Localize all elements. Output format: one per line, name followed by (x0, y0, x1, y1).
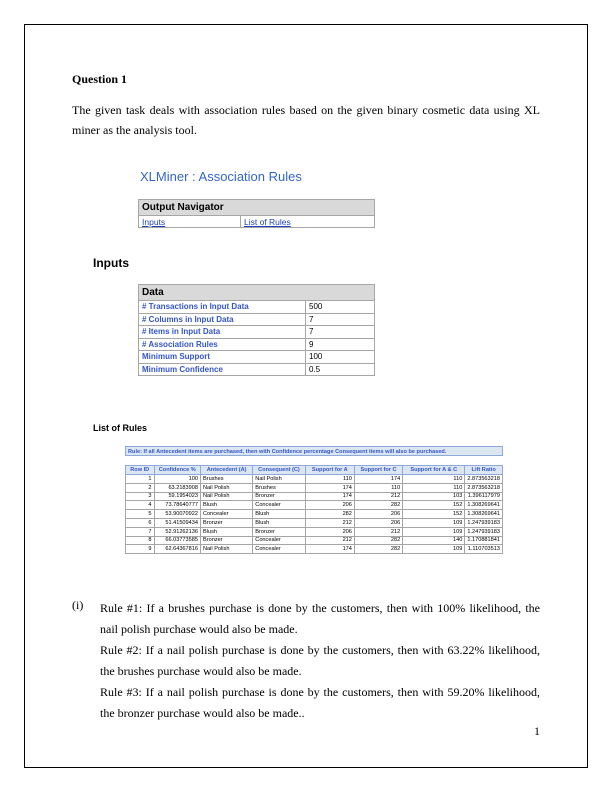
table-row (126, 483, 503, 492)
table-row (126, 510, 503, 519)
output-navigator-header: Output Navigator (139, 200, 375, 216)
table-cell: Concealer (253, 501, 305, 510)
table-cell: 7 (126, 527, 155, 536)
table-cell: 62.64367816 (154, 545, 201, 554)
table-cell: Bronzer (253, 527, 305, 536)
table-cell: 174 (305, 483, 354, 492)
table-row (126, 475, 503, 484)
table-cell: 100 (154, 475, 201, 484)
table-row (139, 363, 375, 376)
xlminer-title: XLMiner : Association Rules (140, 169, 302, 184)
table-cell: 4 (126, 501, 155, 510)
table-cell: 2.873563218 (465, 475, 503, 484)
data-label: # Columns in Input Data (139, 313, 306, 326)
table-cell: 282 (305, 510, 354, 519)
column-header: Row ID (126, 466, 155, 475)
table-row (126, 492, 503, 501)
rules-header-row (126, 466, 503, 475)
table-cell: Bronzer (201, 536, 253, 545)
question-heading: Question 1 (72, 72, 128, 86)
table-cell: 51.41509434 (154, 518, 201, 527)
table-cell: Nail Polish (253, 475, 305, 484)
rule-3-text: Rule #3: If a nail polish purchase is done by the customers, then with 59.20% likelihood, the bronzer purchase would also be made.. (100, 685, 540, 720)
table-cell: 1.247939183 (465, 518, 503, 527)
table-cell: 282 (354, 536, 402, 545)
data-label: # Transactions in Input Data (139, 301, 306, 314)
table-row (139, 326, 375, 339)
table-cell: 206 (354, 510, 402, 519)
table-row (139, 313, 375, 326)
table-cell: 3 (126, 492, 155, 501)
output-navigator (138, 199, 375, 228)
inputs-data-table (138, 284, 375, 376)
rules-body (126, 475, 503, 554)
table-cell: 110 (403, 475, 465, 484)
table-cell: 2 (126, 483, 155, 492)
table-row (139, 338, 375, 351)
rules-table (125, 465, 503, 554)
table-cell: 1 (126, 475, 155, 484)
table-cell: 63.2183908 (154, 483, 201, 492)
page-number: 1 (534, 724, 540, 738)
table-cell: 1.170881841 (465, 536, 503, 545)
column-header: Consequent (C) (253, 466, 305, 475)
table-row (126, 518, 503, 527)
inputs-link[interactable]: Inputs (142, 216, 166, 227)
table-cell: 110 (305, 475, 354, 484)
table-cell: Blush (201, 527, 253, 536)
table-cell: 103 (403, 492, 465, 501)
data-label: Minimum Confidence (139, 363, 306, 376)
data-value: 7 (306, 326, 375, 339)
table-cell: 110 (403, 483, 465, 492)
table-cell: Blush (253, 510, 305, 519)
table-cell: 9 (126, 545, 155, 554)
list-marker: (i) (72, 598, 84, 612)
table-cell: 174 (305, 545, 354, 554)
table-cell: 59.1954023 (154, 492, 201, 501)
data-value: 7 (306, 313, 375, 326)
table-cell: Nail Polish (201, 545, 253, 554)
table-cell: 52.91262136 (154, 527, 201, 536)
table-cell: 2.873563218 (465, 483, 503, 492)
table-row (126, 545, 503, 554)
intro-paragraph: The given task deals with association rules based on the given binary cosmetic data using XL miner as the analysis tool. (72, 103, 540, 137)
table-cell: 73.78640777 (154, 501, 201, 510)
rule-1-text: Rule #1: If a brushes purchase is done by the customers, then with 100% likelihood, the nail polish purchase would also be made. (100, 601, 540, 636)
column-header: Antecedent (A) (201, 466, 253, 475)
table-cell: 212 (305, 536, 354, 545)
table-cell: 152 (403, 501, 465, 510)
table-cell: 282 (354, 545, 402, 554)
table-row (139, 301, 375, 314)
table-cell: 206 (305, 501, 354, 510)
table-row (126, 501, 503, 510)
data-label: # Items in Input Data (139, 326, 306, 339)
table-cell: Bronzer (201, 518, 253, 527)
table-cell: Nail Polish (201, 492, 253, 501)
table-cell: 212 (305, 518, 354, 527)
table-cell: 206 (354, 518, 402, 527)
table-cell: Concealer (253, 536, 305, 545)
table-cell: 1.247939183 (465, 527, 503, 536)
table-cell: Concealer (201, 510, 253, 519)
table-cell: Blush (201, 501, 253, 510)
table-cell: 206 (305, 527, 354, 536)
column-header: Lift Ratio (465, 466, 503, 475)
data-value: 0.5 (306, 363, 375, 376)
rule-interpretations (100, 598, 540, 724)
rule-2-text: Rule #2: If a nail polish purchase is done by the customers, then with 63.22% likelihood, the brushes purchase would also be made. (100, 643, 540, 678)
table-row (139, 351, 375, 364)
table-cell: 212 (354, 492, 402, 501)
table-cell: 140 (403, 536, 465, 545)
data-value: 100 (306, 351, 375, 364)
table-cell: Nail Polish (201, 483, 253, 492)
table-cell: 53.90070922 (154, 510, 201, 519)
table-row (126, 536, 503, 545)
table-cell: 1.396117979 (465, 492, 503, 501)
column-header: Support for C (354, 466, 402, 475)
inputs-title: Inputs (93, 256, 129, 270)
table-cell: Brushes (253, 483, 305, 492)
list-of-rules-title: List of Rules (93, 423, 148, 433)
table-cell: 212 (354, 527, 402, 536)
table-cell: 109 (403, 527, 465, 536)
table-cell: 1.308269641 (465, 501, 503, 510)
data-value: 9 (306, 338, 375, 351)
table-cell: 66.03773585 (154, 536, 201, 545)
table-cell: 8 (126, 536, 155, 545)
table-cell: 152 (403, 510, 465, 519)
table-cell: 5 (126, 510, 155, 519)
table-cell: Bronzer (253, 492, 305, 501)
data-header: Data (139, 285, 375, 301)
rule-caption: Rule: If all Antecedent items are purchased, then with Confidence percentage Consequent items will also be purchased. (125, 446, 503, 456)
table-cell: Blush (253, 518, 305, 527)
table-cell: 174 (305, 492, 354, 501)
table-cell: Concealer (253, 545, 305, 554)
data-label: Minimum Support (139, 351, 306, 364)
table-cell: 109 (403, 518, 465, 527)
table-cell: 174 (354, 475, 402, 484)
column-header: Support for A (305, 466, 354, 475)
table-row (126, 527, 503, 536)
table-cell: 109 (403, 545, 465, 554)
data-label: # Association Rules (139, 338, 306, 351)
table-cell: 282 (354, 501, 402, 510)
data-value: 500 (306, 301, 375, 314)
table-cell: 6 (126, 518, 155, 527)
column-header: Confidence % (154, 466, 201, 475)
table-cell: Brushes (201, 475, 253, 484)
list-of-rules-link[interactable]: List of Rules (244, 216, 291, 227)
table-cell: 110 (354, 483, 402, 492)
column-header: Support for A & C (403, 466, 465, 475)
table-cell: 1.110703513 (465, 545, 503, 554)
table-cell: 1.308269641 (465, 510, 503, 519)
